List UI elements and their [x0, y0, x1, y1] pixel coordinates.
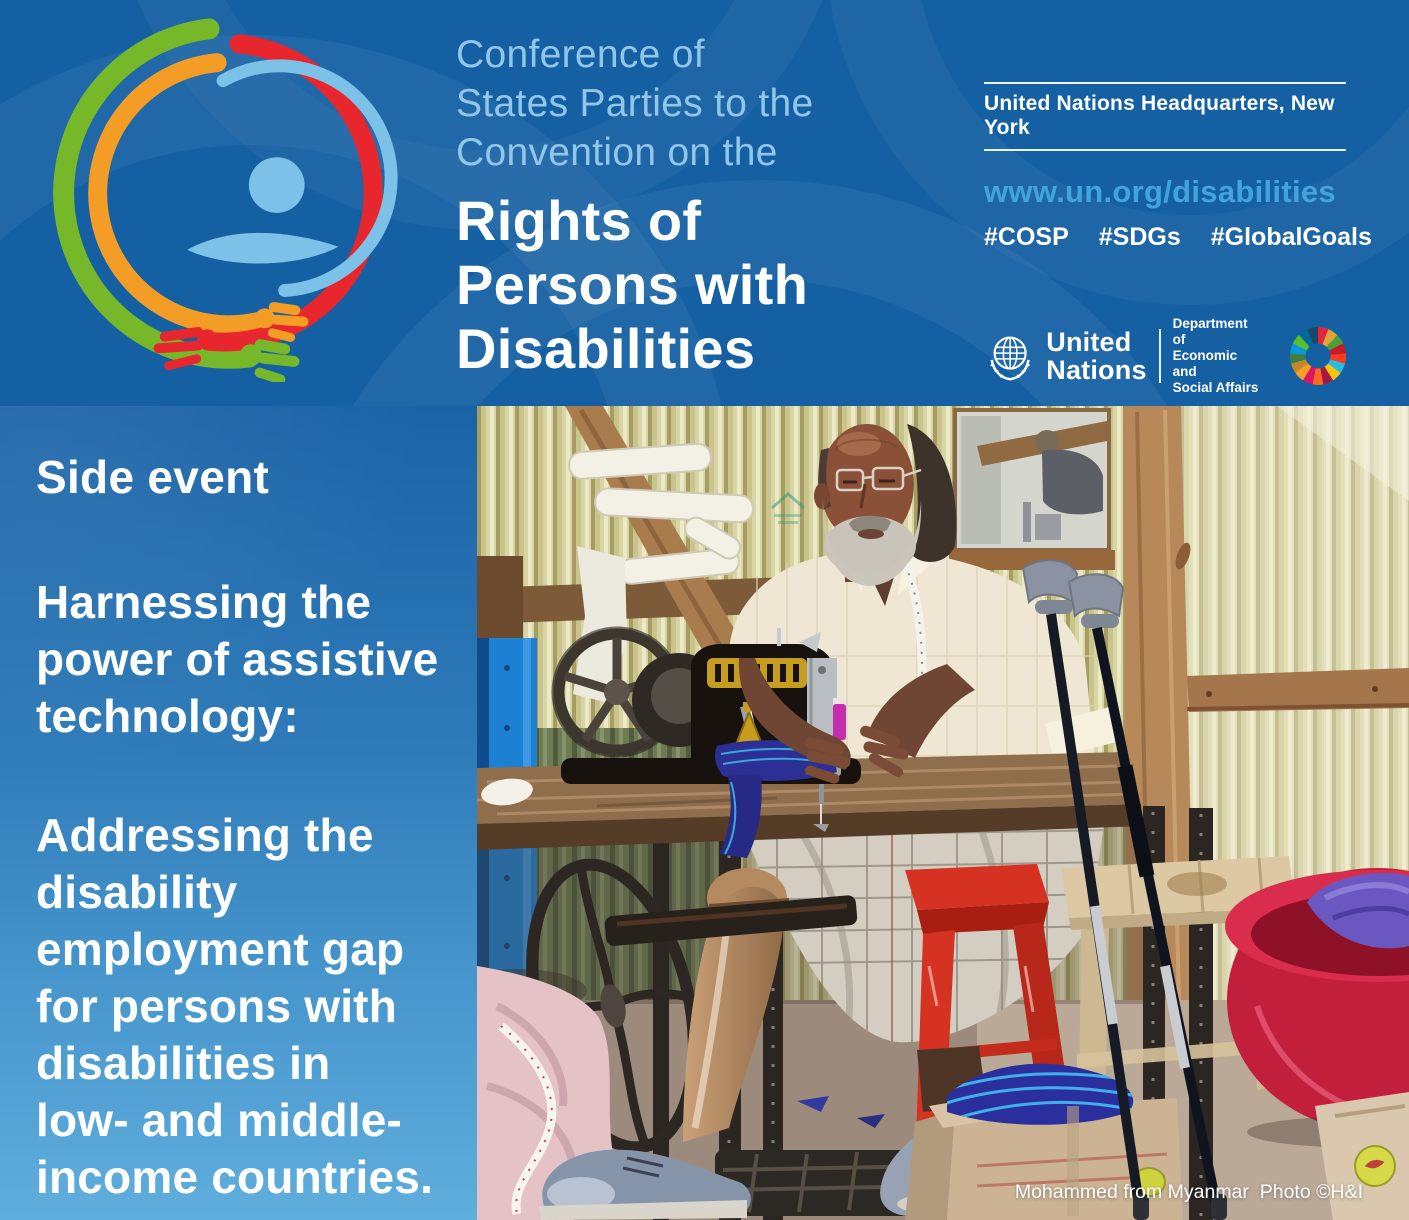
website-url-link[interactable]: www.un.org/disabilities: [984, 174, 1336, 209]
body-line: Addressing the: [36, 809, 374, 861]
photo-illustration: [477, 406, 1409, 1220]
hashtag-cosp: #COSP: [984, 223, 1069, 251]
subtitle-line: Harnessing the: [36, 576, 372, 628]
un-dese-divider: [1159, 329, 1161, 383]
crpd-logo-icon: [40, 4, 418, 382]
body-line: income countries.: [36, 1151, 434, 1203]
side-event-panel: [0, 406, 477, 1220]
body-line: low- and middle-: [36, 1094, 403, 1146]
dese-line: Social Affairs: [1172, 380, 1259, 395]
banner: [0, 0, 1409, 406]
body-line: for persons with: [36, 980, 398, 1032]
body-line: employment gap: [36, 923, 405, 975]
title-main-line: Rights of: [456, 189, 702, 252]
un-name: [1046, 328, 1146, 384]
title-pre-line: States Parties to the: [456, 82, 814, 125]
banner-right-column: [984, 82, 1372, 396]
title-main-line: Disabilities: [456, 317, 756, 380]
un-name-line: Nations: [1046, 355, 1147, 385]
sdg-wheel-icon: [1290, 327, 1346, 385]
location-text: United Nations Headquarters, New York: [984, 82, 1346, 151]
banner-title: [456, 30, 814, 381]
side-event-subtitle: [36, 574, 461, 745]
side-event-heading: Side event: [36, 451, 270, 503]
photo-caption: Mohammed from Myanmar Photo ©H&I: [1014, 1181, 1363, 1203]
body-line: disabilities in: [36, 1037, 331, 1089]
subtitle-line: technology:: [36, 690, 299, 742]
un-branding-row: [984, 316, 1346, 396]
side-event-body: [36, 807, 461, 1206]
photo-tailor-at-sewing-machine: [477, 406, 1409, 1220]
subtitle-line: power of assistive: [36, 633, 439, 685]
hashtag-sdgs: #SDGs: [1098, 223, 1181, 251]
title-pre-line: Convention on the: [456, 131, 778, 174]
un-emblem-icon: [984, 329, 1036, 383]
hashtag-row: [984, 223, 1372, 252]
body-line: disability: [36, 866, 238, 918]
un-name-line: United: [1046, 327, 1132, 357]
title-main: [456, 189, 814, 381]
dese-line: Economic and: [1172, 348, 1238, 379]
title-main-line: Persons with: [456, 253, 809, 316]
dese-line: Department of: [1172, 316, 1248, 347]
un-dese-label: [1173, 316, 1262, 396]
hashtag-globalgoals: #GlobalGoals: [1210, 223, 1372, 251]
title-pre-line: Conference of: [456, 33, 705, 76]
